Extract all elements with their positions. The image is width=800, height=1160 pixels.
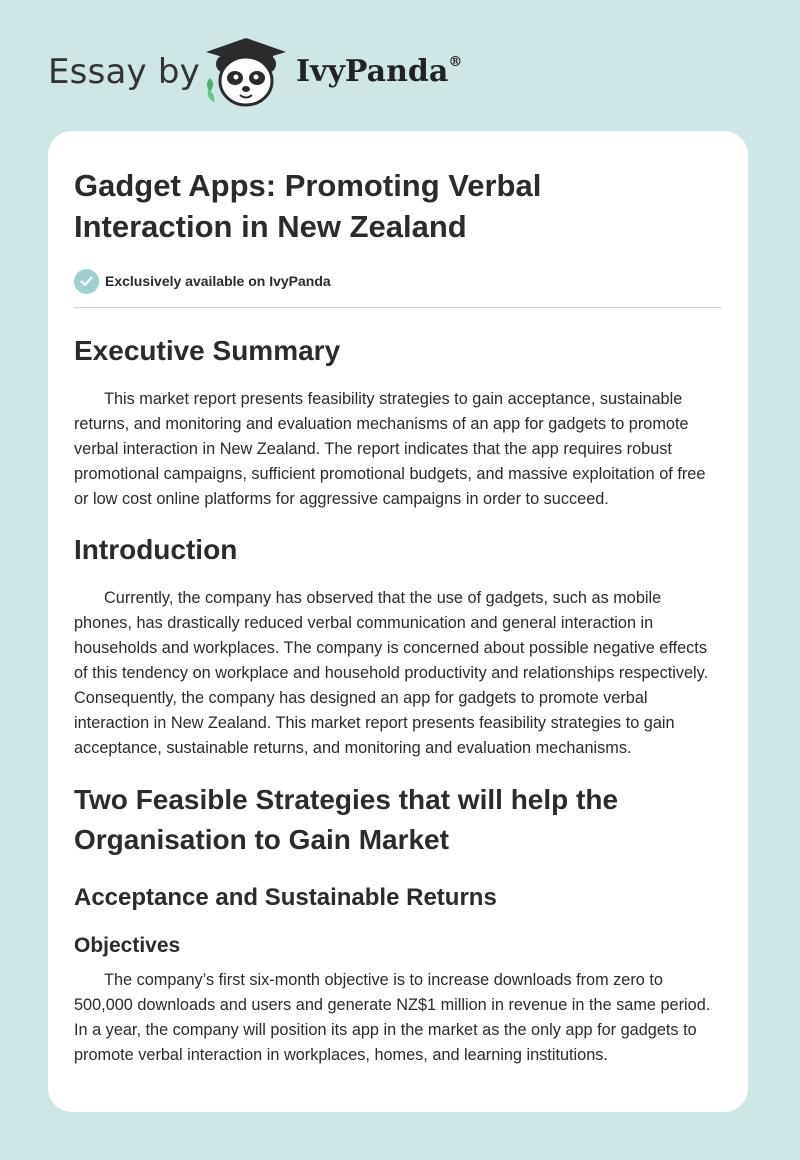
subheading-objectives: Objectives <box>74 934 181 957</box>
site-header <box>0 0 800 130</box>
introduction-paragraph: Currently, the company has observed that the use of gadgets, such as mobile phones, has drastically reduced verbal communication and general interaction in households and workplaces. The company is concerned about possible negative effects of this tendency on workplace and household productivity and relationships respectively. Consequently, the company has designed an app for gadgets to promote verbal interaction in New Zealand. This market report presents feasibility strategies to gain acceptance, sustainable returns, and monitoring and evaluation mechanisms. <box>74 589 709 757</box>
executive-summary-paragraph: This market report presents feasibility strategies to gain acceptance, sustainable returns, and monitoring and evaluation mechanisms of an app for gadgets to promote verbal interaction in New Zealand. The report indicates that the app requires robust promotional campaigns, sufficient promotional budgets, and massive exploitation of free or low cost online platforms for aggressive campaigns in order to succeed. <box>74 390 706 508</box>
check-icon <box>74 269 99 294</box>
article-card <box>48 131 748 1112</box>
exclusive-badge <box>74 267 722 295</box>
divider <box>74 307 722 308</box>
subheading-acceptance: Acceptance and Sustainable Returns <box>74 884 497 911</box>
panda-logo-icon[interactable] <box>200 36 292 108</box>
section-heading-strategies: Two Feasible Strategies that will help the Organisation to Gain Market <box>74 784 619 855</box>
brand-name: IvyPanda® <box>296 54 463 89</box>
section-heading-introduction: Introduction <box>74 534 238 565</box>
page-title: Gadget Apps: Promoting Verbal Interaction in New Zealand <box>74 168 542 244</box>
section-heading-executive-summary: Executive Summary <box>74 335 341 366</box>
brand-prefix: Essay by <box>48 52 200 92</box>
objectives-paragraph: The company’s first six-month objective is to increase downloads from zero to 500,000 downloads and users and generate NZ$1 million in revenue in the same period. In a year, the company will position its app in the market as the only app for gadgets to promote verbal interaction in workplaces, homes, and learning institutions. <box>74 971 711 1064</box>
exclusive-label: Exclusively available on IvyPanda <box>105 273 331 289</box>
